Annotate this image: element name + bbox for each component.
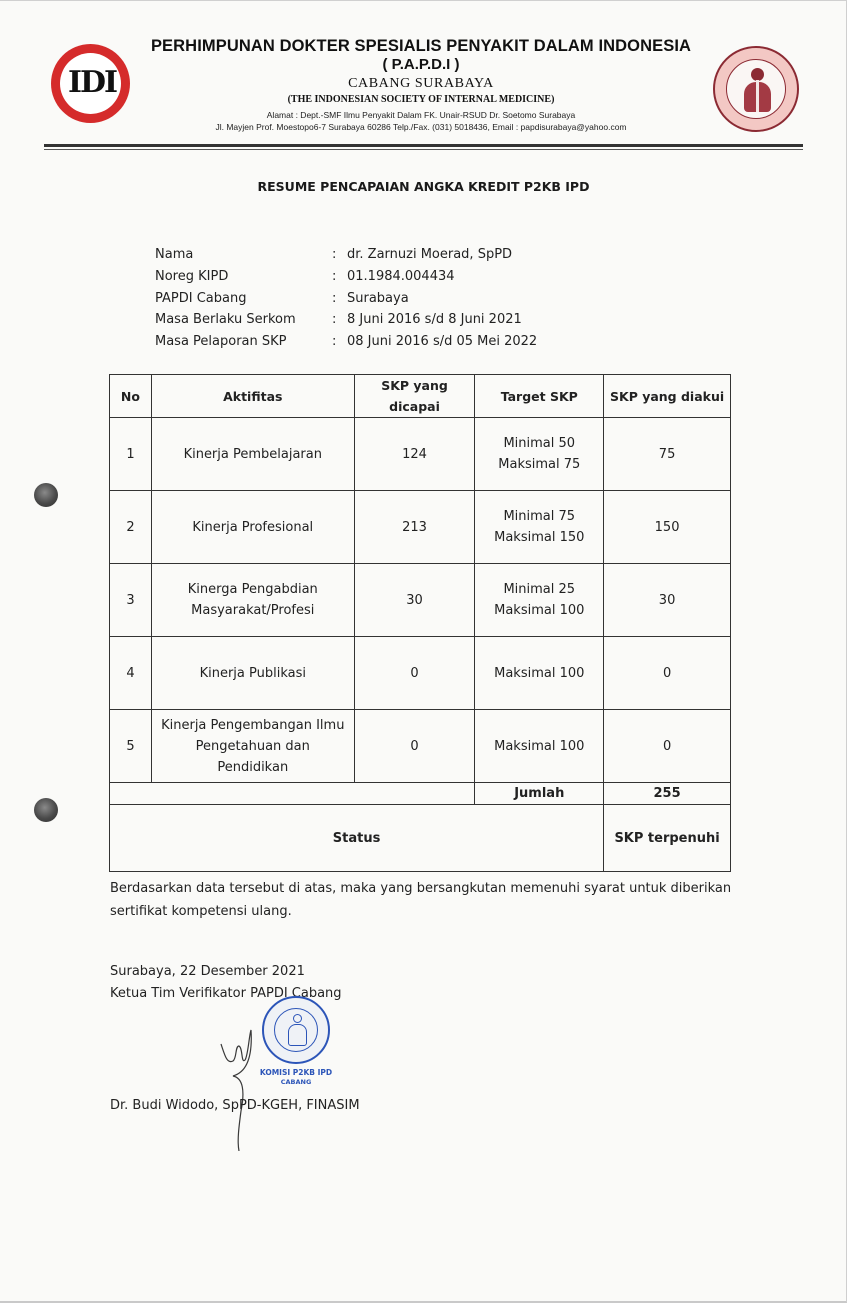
- cell-target: Maksimal 100: [475, 710, 604, 783]
- verifier-title: Ketua Tim Verifikator PAPDI Cabang: [110, 986, 342, 1001]
- table-row: [110, 637, 731, 710]
- papdi-seal-icon: [713, 46, 799, 132]
- organization-name: PERHIMPUNAN DOKTER SPESIALIS PENYAKIT DALAM INDONESIA: [150, 37, 692, 55]
- cell-diakui: 75: [604, 418, 731, 491]
- cell-no: 1: [110, 418, 152, 491]
- signature-icon: [215, 1016, 275, 1151]
- stamp-text: KOMISI P2KB IPD: [259, 1068, 333, 1077]
- header-diakui: SKP yang diakui: [604, 375, 731, 418]
- table-row: [110, 710, 731, 783]
- header-aktifitas: Aktifitas: [151, 375, 354, 418]
- status-row: [110, 805, 731, 872]
- cell-aktifitas: Kinerja Pembelajaran: [151, 418, 354, 491]
- cell-target: Maksimal 100: [475, 637, 604, 710]
- cell-dicapai: 0: [354, 637, 475, 710]
- header-no: No: [110, 375, 152, 418]
- total-blank: [110, 783, 475, 805]
- total-value: 255: [604, 783, 731, 805]
- skp-table: [109, 374, 731, 872]
- cell-target: Minimal 50 Maksimal 75: [475, 418, 604, 491]
- info-row-noreg: Noreg KIPD : 01.1984.004434: [155, 268, 455, 284]
- place-date: Surabaya, 22 Desember 2021: [110, 964, 305, 979]
- branch-name: CABANG SURABAYA: [348, 76, 494, 91]
- cell-diakui: 30: [604, 564, 731, 637]
- status-label: Status: [110, 805, 604, 872]
- info-row-reporting: Masa Pelaporan SKP : 08 Juni 2016 s/d 05 Mei 2022: [155, 334, 538, 350]
- punch-hole-icon: [34, 483, 58, 507]
- total-row: [110, 783, 731, 805]
- english-name: (THE INDONESIAN SOCIETY OF INTERNAL MEDICINE): [287, 94, 555, 105]
- table-header-row: [110, 375, 731, 418]
- table-row: [110, 491, 731, 564]
- cell-diakui: 0: [604, 710, 731, 783]
- cell-aktifitas: Kinerja Pengembangan Ilmu Pengetahuan dan Pendidikan: [151, 710, 354, 783]
- cell-no: 5: [110, 710, 152, 783]
- info-row-branch: PAPDI Cabang : Surabaya: [155, 290, 409, 306]
- document-title: RESUME PENCAPAIAN ANGKA KREDIT P2KB IPD: [257, 179, 590, 194]
- table-row: [110, 564, 731, 637]
- cell-dicapai: 213: [354, 491, 475, 564]
- cell-dicapai: 124: [354, 418, 475, 491]
- table-row: [110, 418, 731, 491]
- stamp-subtext: CABANG: [280, 1078, 312, 1086]
- member-info: [155, 244, 537, 353]
- header-target: Target SKP: [475, 375, 604, 418]
- cell-diakui: 0: [604, 637, 731, 710]
- punch-hole-icon: [34, 798, 58, 822]
- cell-no: 2: [110, 491, 152, 564]
- idi-logo-icon: IDI: [51, 44, 130, 123]
- address-line-1: Alamat : Dept.-SMF Ilmu Penyakit Dalam FK. Unair-RSUD Dr. Soetomo Surabaya: [266, 110, 576, 120]
- cell-no: 4: [110, 637, 152, 710]
- total-label: Jumlah: [475, 783, 604, 805]
- letterhead-divider-thin: [44, 149, 803, 150]
- address-line-2: Jl. Mayjen Prof. Moestopo6-7 Surabaya 60286 Telp./Fax. (031) 5018436, Email : papdisurabaya@yahoo.com: [215, 122, 627, 132]
- signer-name: Dr. Budi Widodo, SpPD-KGEH, FINASIM: [110, 1098, 360, 1113]
- cell-no: 3: [110, 564, 152, 637]
- status-value: SKP terpenuhi: [604, 805, 731, 872]
- cell-dicapai: 30: [354, 564, 475, 637]
- letterhead-divider: [44, 144, 803, 147]
- organization-abbreviation: ( P.A.P.D.I ): [382, 56, 460, 73]
- cell-aktifitas: Kinerja Publikasi: [151, 637, 354, 710]
- cell-target: Minimal 25 Maksimal 100: [475, 564, 604, 637]
- conclusion-text: Berdasarkan data tersebut di atas, maka yang bersangkutan memenuhi syarat untuk diberikan sertifikat kompetensi ulang.: [110, 881, 732, 919]
- cell-target: Minimal 75 Maksimal 150: [475, 491, 604, 564]
- cell-aktifitas: Kinerja Profesional: [151, 491, 354, 564]
- info-row-name: Nama : dr. Zarnuzi Moerad, SpPD: [155, 247, 513, 262]
- cell-aktifitas: Kinerga Pengabdian Masyarakat/Profesi: [151, 564, 354, 637]
- info-row-serkom: Masa Berlaku Serkom : 8 Juni 2016 s/d 8 Juni 2021: [155, 312, 522, 328]
- cell-diakui: 150: [604, 491, 731, 564]
- cell-dicapai: 0: [354, 710, 475, 783]
- header-dicapai: SKP yang dicapai: [354, 375, 475, 418]
